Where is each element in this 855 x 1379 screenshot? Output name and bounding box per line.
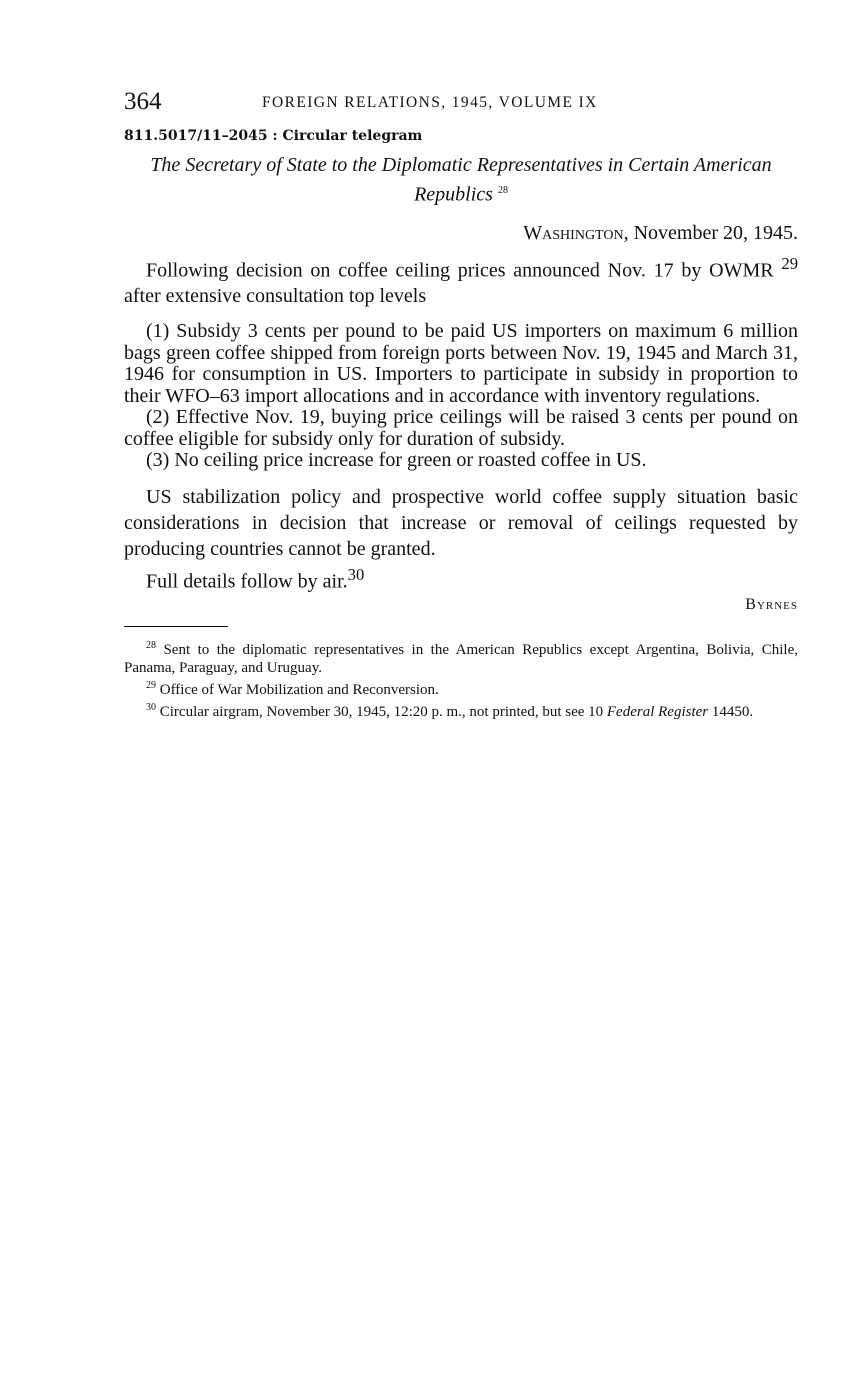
intro-part2: after extensive consultation top levels bbox=[124, 285, 427, 308]
footnote-30 bbox=[124, 699, 798, 721]
closing-paragraph: US stabilization policy and prospective world coffee supply situation basic considerations in decision that increase or removal of ceilings requested by producing countries cannot be granted. bbox=[124, 485, 798, 560]
dateline-place: Washington, bbox=[523, 221, 629, 244]
closing-note bbox=[124, 562, 798, 595]
closing-footnote-ref: 30 bbox=[347, 564, 365, 584]
intro-paragraph bbox=[124, 251, 798, 310]
page-content bbox=[124, 88, 798, 721]
page-number: 364 bbox=[124, 88, 162, 115]
intro-footnote-ref: 29 bbox=[781, 253, 799, 273]
telegram-items bbox=[124, 321, 798, 472]
dateline bbox=[124, 222, 798, 245]
title-text: The Secretary of State to the Diplomatic Representatives in Certain American Republics bbox=[150, 154, 772, 206]
running-title: FOREIGN RELATIONS, 1945, VOLUME IX bbox=[262, 94, 598, 111]
telegram-item-1: (1) Subsidy 3 cents per pound to be paid US importers on maximum 6 million bags green coffee shipped from foreign ports between Nov. 19, 1945 and March 31, 1946 for consumption in US. Importers to participate in subsidy in proportion to their WFO–63 import allocations and in accordance with inventory regulations. bbox=[124, 320, 798, 407]
footnote-text: Sent to the diplomatic representatives in the American Republics except Argentina, Bolivia, Chile, Panama, Paraguay, and Uruguay. bbox=[124, 642, 799, 677]
page-header bbox=[124, 88, 798, 120]
footnote-28 bbox=[124, 637, 798, 677]
document-id: 811.5017/11–2045 : Circular telegram bbox=[124, 128, 423, 144]
footnote-29 bbox=[124, 677, 798, 699]
footnote-text: Circular airgram, November 30, 1945, 12:20 p. m., not printed, but see 10 bbox=[159, 704, 604, 721]
telegram-item-3: (3) No ceiling price increase for green or roasted coffee in US. bbox=[146, 449, 647, 472]
dateline-date: November 20, 1945. bbox=[633, 221, 798, 244]
footnote-divider bbox=[124, 626, 228, 627]
footnote-ref: 28 bbox=[146, 640, 156, 652]
footnote-ref: 30 bbox=[146, 702, 156, 714]
footnote-italic-title: Federal Register bbox=[606, 704, 709, 721]
footnotes bbox=[124, 637, 798, 721]
document-title bbox=[124, 152, 798, 208]
footnote-tail: 14450. bbox=[711, 704, 754, 721]
footnote-text: Office of War Mobilization and Reconversion. bbox=[159, 682, 439, 699]
closing-note-text: Full details follow by air. bbox=[146, 570, 348, 593]
footnote-ref: 29 bbox=[146, 680, 156, 692]
title-footnote-ref: 28 bbox=[497, 185, 508, 196]
telegram-item-2: (2) Effective Nov. 19, buying price ceilings will be raised 3 cents per pound on coffee eligible for subsidy only for duration of subsidy. bbox=[124, 406, 798, 450]
intro-part1: Following decision on coffee ceiling prices announced Nov. 17 by OWMR bbox=[146, 259, 774, 282]
signature: Byrnes bbox=[745, 596, 798, 614]
